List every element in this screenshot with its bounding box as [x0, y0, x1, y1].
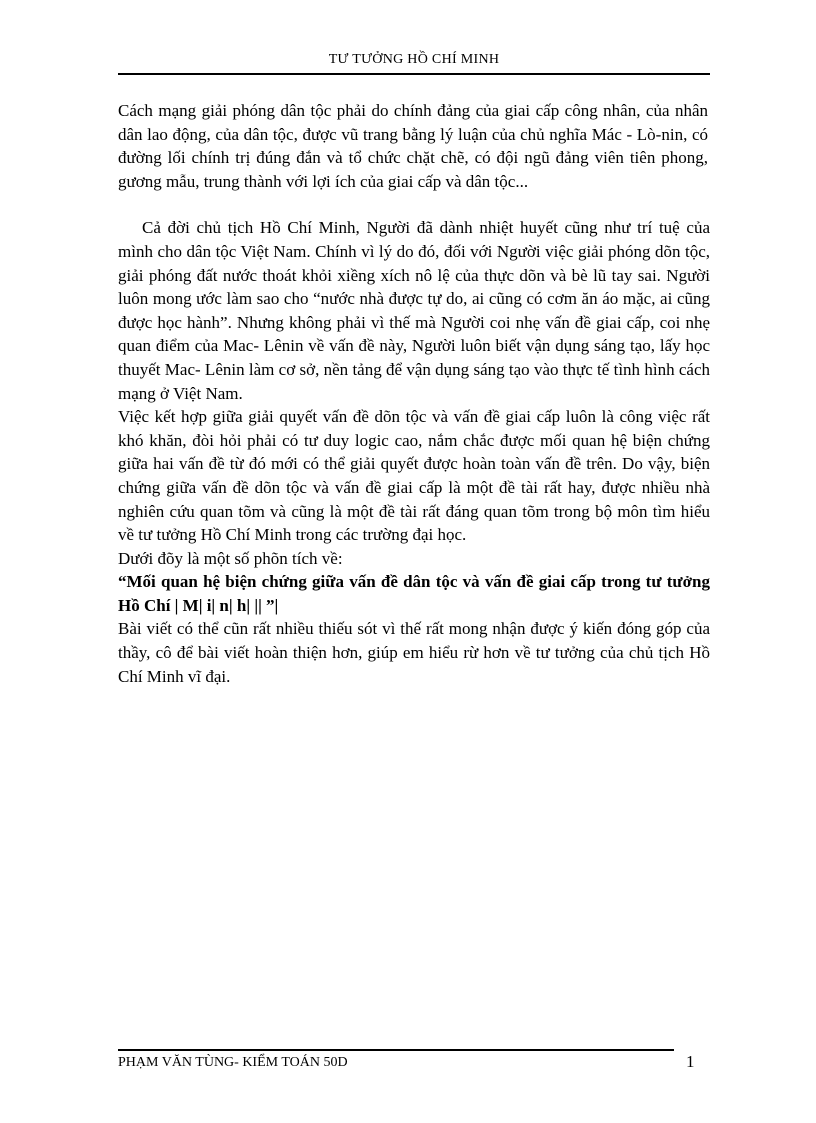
intro-paragraph: Cách mạng giải phóng dân tộc phải do chính đảng của giai cấp công nhân, của nhân dân lao động, của dân tộc, được vũ trang bằng lý luận của chủ nghĩa Mác - Lò-nin, có đường lối chính trị đúng đắn và tổ chức chặt chẽ, có đội ngũ đảng viên tiên phong, gương mẫu, trung thành với lợi ích của giai cấp và dân tộc... [118, 101, 708, 191]
page-header-title: TƯ TƯỞNG HỒ CHÍ MINH [328, 52, 500, 67]
footer-divider [118, 1049, 674, 1051]
page-number: 1 [686, 1052, 695, 1071]
closing-paragraph: Bài viết có thể cũn rất nhiều thiếu sót vì thế rất mong nhận được ý kiến đóng góp của thầy, cô để bài viết hoàn thiện hơn, giúp em hiểu rừ hơn về tư tưởng của chủ tịch Hồ Chí Minh vĩ đại. [118, 619, 710, 686]
biography-paragraph: Cả đời chủ tịch Hồ Chí Minh, Người đã dành nhiệt huyết cũng như trí tuệ của mình cho dân tộc Việt Nam. Chính vì lý do đó, đối với Người việc giải phóng dõn tộc, giải phóng đất nước thoát khỏi xiềng xích nô lệ của thực dõn và bè lũ tay sai. Người luôn mong ước làm sao cho “nước nhà được tự do, ai cũng có cơm ăn áo mặc, ai cũng được học hành”. Nhưng không phải vì thế mà Người coi nhẹ vấn đề giai cấp, coi nhẹ quan điểm của Mac- Lênin về vấn đề này, Người luôn biết vận dụng sáng tạo, lấy học thuyết Mac- Lênin làm cơ sở, nền tảng để vận dụng sáng tạo vào thực tế tình hình cách mạng ở Việt Nam. [118, 218, 710, 403]
header-divider [118, 73, 710, 75]
document-body [118, 99, 710, 688]
footer-author: PHẠM VĂN TÙNG- KIỂM TOÁN 50D [118, 1055, 348, 1070]
topic-paragraph: Việc kết hợp giữa giải quyết vấn đề dõn tộc và vấn đề giai cấp luôn là công việc rất khó khăn, đòi hỏi phải có tư duy logic cao, nắm chắc được mối quan hệ biện chứng giữa hai vấn đề từ đó mới có thể giải quyết được hoàn toàn vấn đề trên. Do vậy, biện chứng giữa vấn đề dõn tộc và vấn đề giai cấp là một đề tài rất hay, được nhiều nhà nghiên cứu quan tõm và cũng là một đề tài rất đáng quan tõm trong bộ môn tìm hiểu về tư tưởng Hồ Chí Minh trong các trường đại học. [118, 407, 710, 545]
analysis-intro-line: Dưới đõy là một số phõn tích về: [118, 548, 343, 568]
essay-title-quote: “Mối quan hệ biện chứng giữa vấn đề dân tộc và vấn đề giai cấp trong tư tưởng Hồ Chí | M| i| n| h| || ”| [118, 572, 710, 615]
